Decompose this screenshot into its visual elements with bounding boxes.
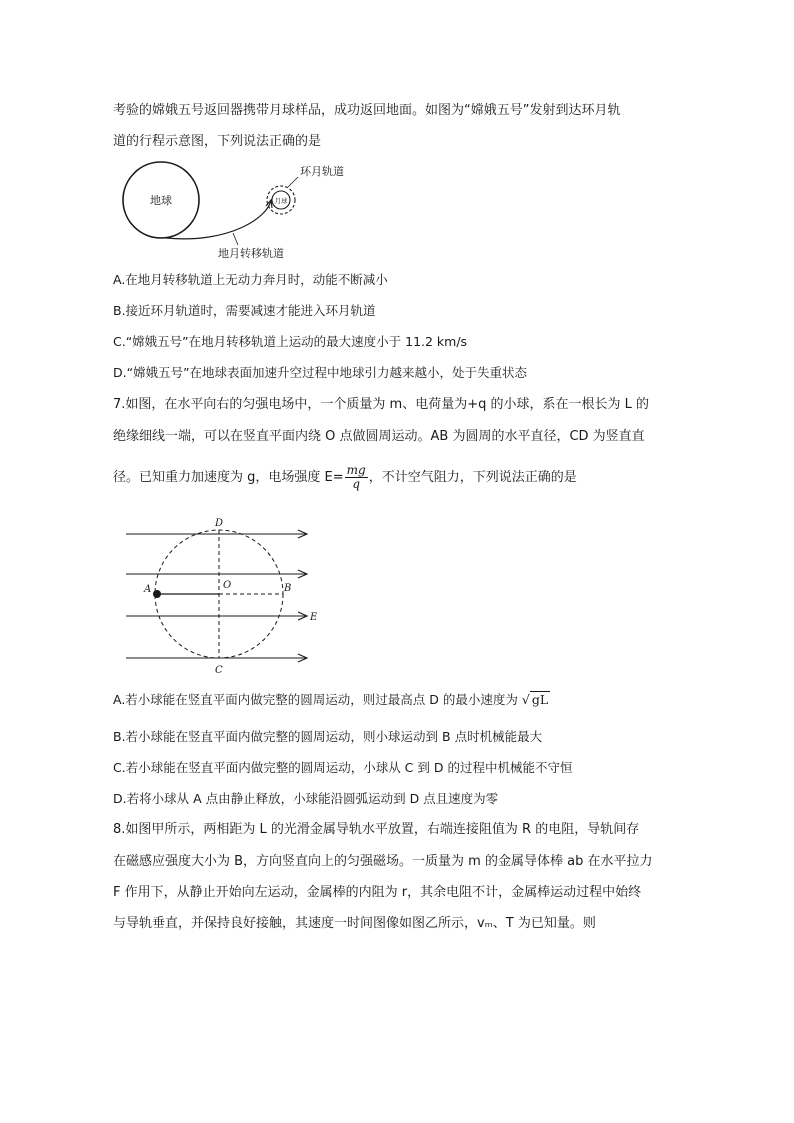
q6-option-a: A.在地月转移轨道上无动力奔月时，动能不断减小 [113,272,388,287]
fraction-denominator: q [352,477,360,491]
field-lines [126,530,307,662]
transfer-orbit-label: 地月转移轨道 [218,247,284,260]
q8-line-2: 在磁感应强度大小为 B，方向竖直向上的匀强磁场。一质量为 m 的金属导体棒 ab 在水平拉力 [113,854,653,869]
point-o-label: O [223,580,232,591]
q6-option-d: D.“嫦娥五号”在地球表面加速升空过程中地球引力越来越小，处于失重状态 [113,365,528,380]
moon-label: 月球 [274,197,288,205]
q7-line-3 [113,463,577,493]
earth-label: 地球 [150,194,172,207]
q7-option-d: D.若将小球从 A 点由静止释放，小球能沿圆弧运动到 D 点且速度为零 [113,791,499,806]
q6-option-c: C.“嫦娥五号”在地月转移轨道上运动的最大速度小于 11.2 km/s [113,334,468,349]
field-e-label: E [310,612,318,623]
sqrt-gl: √ gL [521,692,549,707]
electric-field-fraction [345,464,368,491]
q7-option-a-text: A.若小球能在竖直平面内做完整的圆周运动，则过最高点 D 的最小速度为 [113,692,522,707]
lunar-orbit-label: 环月轨道 [300,165,344,178]
q7-line-1: 7.如图，在水平向右的匀强电场中，一个质量为 m、电荷量为+q 的小球，系在一根长为 L 的 [113,397,649,412]
earth-moon-figure [118,160,388,265]
q8-line-4: 与导轨垂直，并保持良好接触，其速度一时间图像如图乙所示，vₘ、T 为已知量。则 [113,916,596,931]
q6-option-b: B.接近环月轨道时，需要减速才能进入环月轨道 [113,303,376,318]
q7-option-c: C.若小球能在竖直平面内做完整的圆周运动，小球从 C 到 D 的过程中机械能不守恒 [113,760,573,775]
intro-line-1: 考验的嫦娥五号返回器携带月球样品，成功返回地面。如图为“嫦娥五号”发射到达环月轨 [113,103,621,118]
q7-line-3-before: 径。已知重力加速度为 g，电场强度 E= [113,470,344,485]
point-c-label: C [215,665,223,676]
transfer-orbit-leader [233,233,238,245]
intro-line-2: 道的行程示意图，下列说法正确的是 [113,134,322,149]
transfer-orbit-path [166,200,271,239]
q7-option-a [113,691,550,709]
q7-option-b: B.若小球能在竖直平面内做完整的圆周运动，则小球运动到 B 点时机械能最大 [113,729,543,744]
q8-line-1: 8.如图甲所示，两相距为 L 的光滑金属导轨水平放置，右端连接阻值为 R 的电阻，导轨间存 [113,822,640,837]
fraction-numerator: mg [346,463,366,477]
small-ball [153,590,161,598]
point-a-label: A [144,584,152,595]
q7-line-3-after: ，不计空气阻力，下列说法正确的是 [368,470,577,485]
sqrt-radicand: gL [531,692,549,707]
electric-field-figure [118,512,328,677]
q8-line-3: F 作用下，从静止开始向左运动，金属棒的内阻为 r，其余电阻不计，金属棒运动过程中始终 [113,885,642,900]
q7-line-2: 绝缘细线一端，可以在竖直平面内绕 O 点做圆周运动。AB 为圆周的水平直径，CD 为竖直直 [113,429,645,444]
point-d-label: D [215,518,224,529]
point-b-label: B [284,583,292,594]
lunar-orbit-leader [288,177,298,187]
